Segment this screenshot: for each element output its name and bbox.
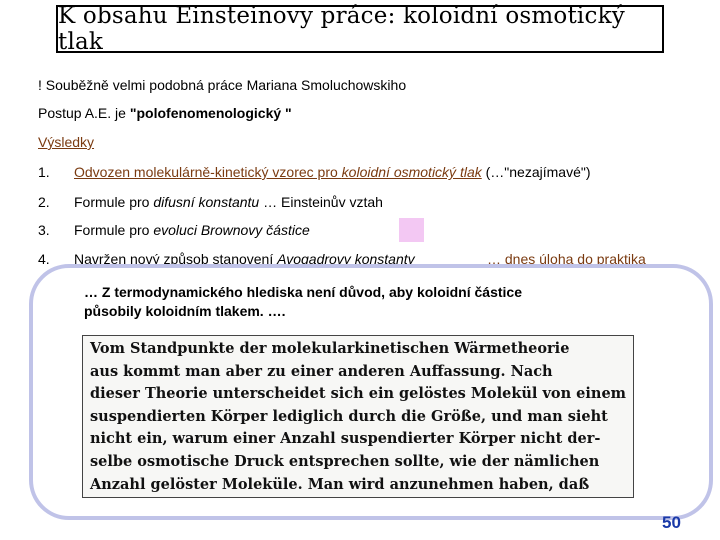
quote-text	[84, 283, 522, 321]
item-4-italic: Avogadrovy konstanty	[277, 251, 415, 267]
item-3-italic: evoluci Brownovy částice	[153, 222, 310, 238]
item-1-suffix: (…"nezajímavé")	[481, 164, 591, 180]
item-number-4: 4.	[38, 251, 50, 267]
item-1[interactable]	[74, 164, 590, 180]
item-1-text[interactable]: Odvozen molekulárně-kinetický vzorec pro	[74, 164, 342, 180]
quote-line-2: působily koloidním tlakem. ….	[84, 303, 286, 319]
slide-title: K obsahu Einsteinovy práce: koloidní osmotický tlak	[58, 3, 625, 55]
scan-line-7: Anzahl gelöster Moleküle. Man wird anzunehmen haben, daß	[90, 475, 590, 493]
item-2-italic: difusní konstantu	[153, 194, 260, 210]
item-number-2: 2.	[38, 194, 50, 210]
approach-line	[38, 105, 292, 121]
item-number-1: 1.	[38, 164, 50, 180]
approach-prefix: Postup A.E. je	[38, 105, 130, 121]
note-line: ! Souběžně velmi podobná práce Mariana Smoluchowskiho	[38, 77, 407, 93]
scan-line-4: suspendierten Körper lediglich durch die Größe, und man sieht	[90, 407, 608, 425]
page-number: 50	[662, 513, 681, 532]
item-2	[74, 194, 383, 210]
item-2-text: Formule pro	[74, 194, 154, 210]
pink-marker	[399, 218, 424, 242]
scan-line-5: nicht ein, warum einer Anzahl suspendierter Körper nicht der-	[90, 430, 601, 448]
item-4-practicum: … dnes úloha do praktika	[487, 251, 646, 267]
item-3	[74, 222, 310, 238]
item-1-italic[interactable]: koloidní osmotický tlak	[341, 164, 482, 180]
scanned-excerpt	[82, 335, 634, 498]
scan-line-2: aus kommt man aber zu einer anderen Auffassung. Nach	[90, 362, 553, 380]
item-2-suffix: … Einsteinův vztah	[259, 194, 383, 210]
item-3-text: Formule pro	[74, 222, 154, 238]
results-link[interactable]: Výsledky	[38, 134, 95, 150]
scan-line-3: dieser Theorie unterscheidet sich ein gelöstes Molekül von einem	[90, 385, 627, 403]
slide-title-box	[56, 5, 664, 53]
scan-line-1: Vom Standpunkte der molekularkinetischen Wärmetheorie	[90, 340, 570, 357]
item-number-3: 3.	[38, 222, 50, 238]
scan-line-6: selbe osmotische Druck entsprechen sollte, wie der nämlichen	[90, 452, 600, 470]
approach-bold: "polofenomenologický "	[129, 105, 292, 121]
item-4-text: Navržen nový způsob stanovení	[74, 251, 278, 267]
quote-line-1: … Z termodynamického hlediska není důvod, aby koloidní částice	[84, 284, 522, 300]
